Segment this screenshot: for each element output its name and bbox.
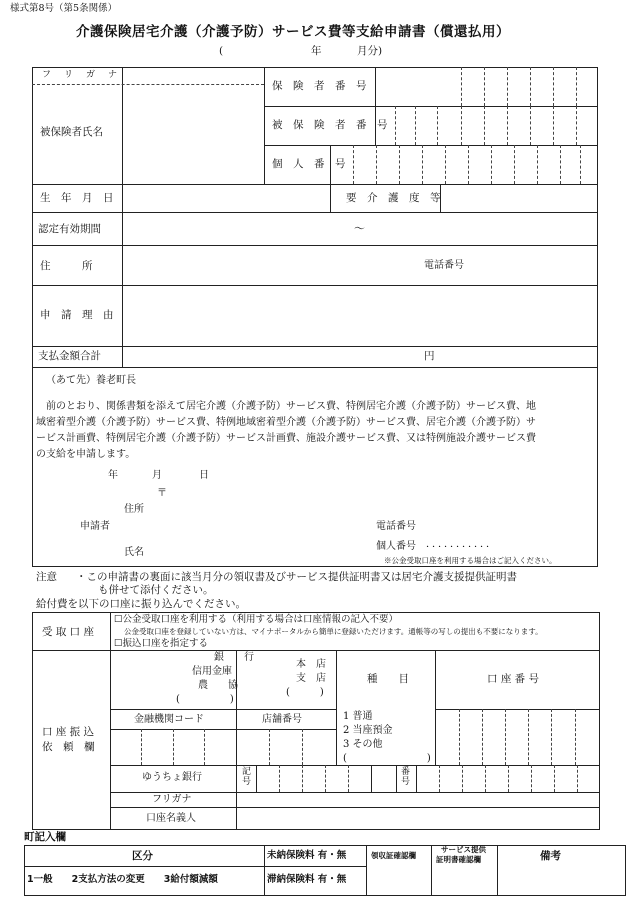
bank-type-nokyo: 農 協 xyxy=(198,680,238,691)
bank-name-field[interactable] xyxy=(111,651,235,708)
holder-label: 口座名義人 xyxy=(146,813,196,824)
branch-code-label: 店舗番号 xyxy=(262,714,302,725)
care-level-field[interactable] xyxy=(441,185,597,211)
birth-date-label: 生 年 月 日 xyxy=(40,192,114,204)
remarks-field[interactable] xyxy=(498,866,625,895)
service-check-header-2: 証明書確認欄 xyxy=(436,855,481,864)
valid-period-label: 認定有効期間 xyxy=(38,223,101,235)
care-level-label: 要 介 護 度 等 xyxy=(346,192,441,204)
branch-type-branch: 支 店 xyxy=(296,673,326,684)
option-public-account[interactable]: ☐公金受取口座を利用する（利用する場合は口座情報の記入不要） xyxy=(114,614,399,625)
public-account-registration-note: 公金受取口座を登録していない方は、マイナポータルから簡単に登録いただけます。通帳等の写しの提出も不要になります。 xyxy=(124,627,543,636)
yen-unit: 円 xyxy=(424,350,435,362)
applicant-address-label: 住所 xyxy=(124,504,144,515)
date-day: 日 xyxy=(199,470,209,481)
insured-number-label: 被 保 険 者 番 号 xyxy=(272,119,388,131)
notes-line-2: も併せて添付ください。 xyxy=(98,584,214,596)
bank-type-shinkin: 信用金庫 xyxy=(192,666,232,677)
applicant-label: 申請者 xyxy=(80,521,110,532)
account-type-other[interactable]: 3 その他 xyxy=(343,739,383,750)
date-month: 月 xyxy=(152,470,162,481)
declaration-line-1: 前のとおり、関係書類を添えて居宅介護（介護予防）サービス費、特例居宅介護（介護予防）サービス費、地 xyxy=(36,401,536,412)
transfer-instruction: 給付費を以下の口座に振り込んでください。 xyxy=(36,598,246,610)
birth-date-field[interactable] xyxy=(123,185,329,211)
address-label: 住 所 xyxy=(40,260,93,272)
holder-name-field[interactable] xyxy=(237,808,599,829)
branch-type-main: 本 店 xyxy=(296,659,326,670)
category-options: 1一般 2支払方法の変更 3給付額減額 xyxy=(27,874,218,885)
category-header: 区分 xyxy=(132,850,153,862)
bank-type-bank: 銀 行 xyxy=(214,652,254,663)
holder-furigana-field[interactable] xyxy=(237,793,599,807)
insurer-number-label: 保 険 者 番 号 xyxy=(272,80,367,92)
transfer-request-label-2: 依 頼 欄 xyxy=(42,741,95,753)
insured-number-field[interactable] xyxy=(376,107,597,144)
page-title: 介護保険居宅介護（介護予防）サービス費等支給申請書（償還払用） xyxy=(76,24,510,40)
postal-mark: 〒 xyxy=(157,488,167,499)
unpaid-premium: 未納保険料 有・無 xyxy=(267,850,347,861)
yucho-number-field[interactable] xyxy=(417,766,599,791)
town-section-heading: 町記入欄 xyxy=(24,831,66,843)
number-label: 番号 xyxy=(401,767,411,787)
branch-name-field[interactable] xyxy=(237,651,335,708)
receipt-check-field[interactable] xyxy=(367,846,430,895)
furigana-field[interactable] xyxy=(123,68,263,83)
furigana-label: フ リ ガ ナ xyxy=(42,70,120,80)
bank-code-label: 金融機関コード xyxy=(134,714,204,725)
personal-number-label: 個 人 番 号 xyxy=(272,158,346,170)
delinquent-premium: 滞納保険料 有・無 xyxy=(267,874,347,885)
account-type-current[interactable]: 2 当座預金 xyxy=(343,725,393,736)
reason-label: 申 請 理 由 xyxy=(40,309,114,321)
insurer-number-field[interactable] xyxy=(376,68,597,105)
notes-line-1: ・この申請書の裏面に該当月分の領収書及びサービス提供証明書又は居宅介護支援提供証明書 xyxy=(76,571,517,583)
account-number-label: 口 座 番 号 xyxy=(487,673,540,685)
period-open: ( xyxy=(219,45,224,57)
applicant-phone-label: 電話番号 xyxy=(376,521,416,532)
declaration-line-4: の支給を申請します。 xyxy=(36,449,136,460)
remarks-header: 備考 xyxy=(540,850,561,862)
applicant-name-label: 氏名 xyxy=(124,547,144,558)
period-year: 年 xyxy=(311,45,322,57)
yucho-symbol-field[interactable] xyxy=(257,766,370,791)
bank-code-field[interactable] xyxy=(111,730,235,764)
insured-name-field[interactable] xyxy=(123,86,263,183)
applicant-name-field[interactable] xyxy=(160,536,360,560)
yucho-label: ゆうちょ銀行 xyxy=(142,772,202,783)
branch-paren: ( ) xyxy=(286,687,324,698)
symbol-label: 記号 xyxy=(242,767,252,787)
personal-number-dots: ．．．．．．．．．．． xyxy=(426,539,497,550)
account-type-label: 種 目 xyxy=(367,673,409,685)
notes-label: 注意 xyxy=(36,571,57,583)
total-amount-label: 支払金額合計 xyxy=(38,350,101,362)
bank-paren: ( ) xyxy=(176,694,234,705)
applicant-personal-number-label: 個人番号 xyxy=(376,541,416,552)
reason-field[interactable] xyxy=(123,286,597,345)
total-amount-field[interactable] xyxy=(123,347,417,366)
account-type-paren: ( ) xyxy=(343,753,431,764)
valid-period-separator: ～ xyxy=(354,222,365,235)
addressee: （あて先）養老町長 xyxy=(46,375,136,386)
account-number-field[interactable] xyxy=(436,710,599,764)
receipt-check-header: 領収証確認欄 xyxy=(371,851,416,860)
receiving-account-label: 受 取 口 座 xyxy=(42,626,95,638)
personal-number-field[interactable] xyxy=(331,146,597,183)
declaration-line-2: 域密着型介護（介護予防）サービス費、特例地域密着型介護（介護予防）サービス費、居宅介護（介護予防）サ xyxy=(36,417,536,428)
declaration-line-3: ービス計画費、特例居宅介護（介護予防）サービス計画費、施設介護サービス費、又は特例施設介護サービス費 xyxy=(36,433,536,444)
service-check-field[interactable] xyxy=(432,866,496,895)
phone-label: 電話番号 xyxy=(424,260,464,271)
service-check-header-1: サービス提供 xyxy=(441,845,486,854)
branch-code-field[interactable] xyxy=(237,730,335,764)
form-number: 様式第8号（第5条関係） xyxy=(10,3,118,14)
insured-name-label: 被保険者氏名 xyxy=(40,126,103,138)
public-account-note: ※公金受取口座を利用する場合はご記入ください。 xyxy=(384,556,557,565)
account-type-ordinary[interactable]: 1 普通 xyxy=(343,711,373,722)
address-field[interactable] xyxy=(123,246,597,284)
applicant-address-field[interactable] xyxy=(170,486,360,516)
option-transfer-account[interactable]: ☐振込口座を指定する xyxy=(114,638,209,649)
transfer-request-label-1: 口 座 振 込 xyxy=(42,726,95,738)
period-month: 月分) xyxy=(357,45,383,57)
date-year: 年 xyxy=(108,470,118,481)
valid-period-field[interactable] xyxy=(123,213,597,245)
holder-furigana-label: フリガナ xyxy=(152,794,192,805)
